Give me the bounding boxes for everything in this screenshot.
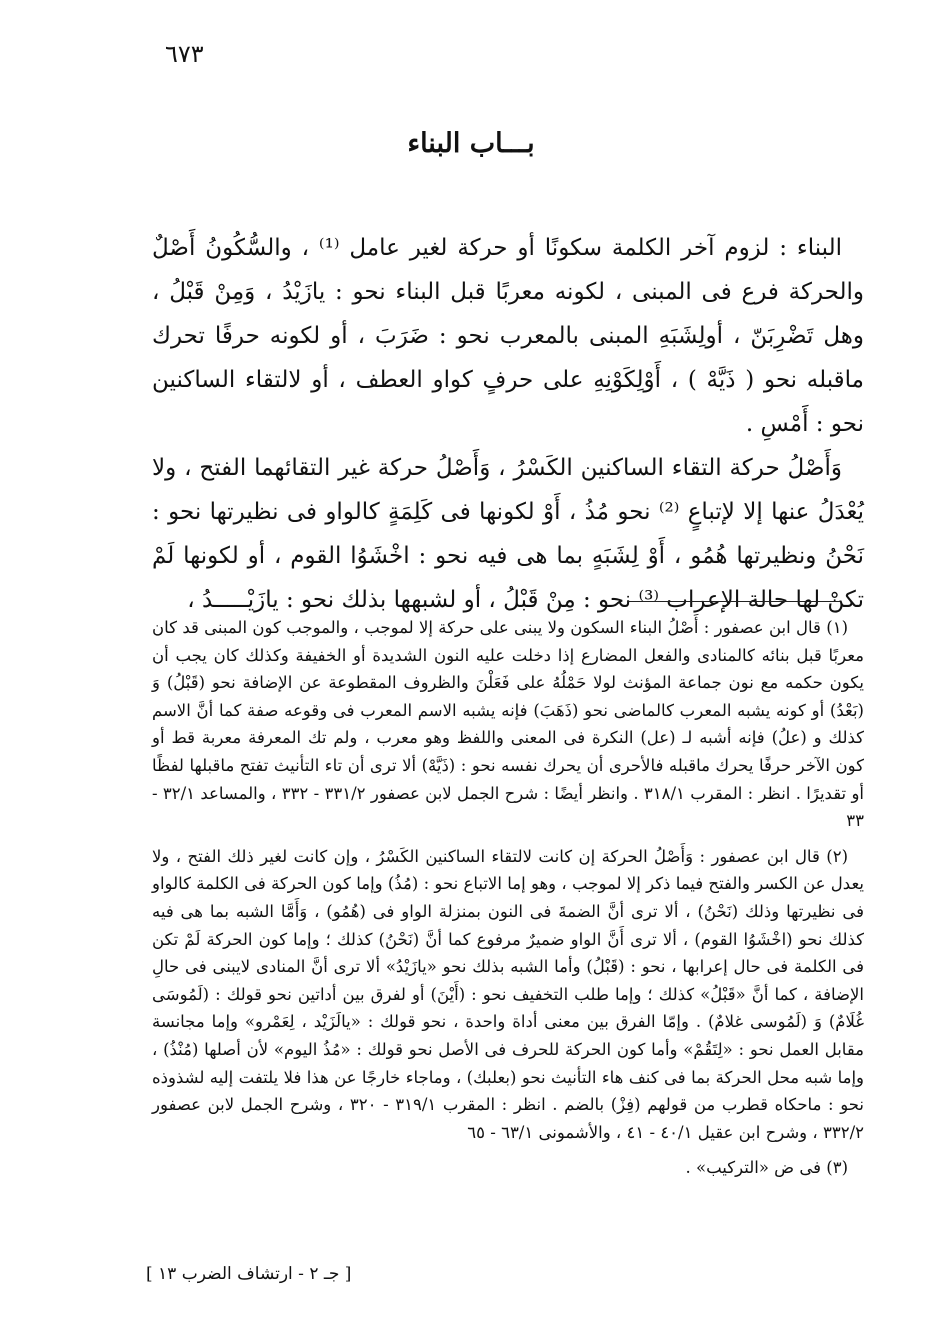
main-paragraph-1: البناء : لزوم آخر الكلمة سكونًا أو حركة لغير عامل ⁽¹⁾ ، والسُّكُونُ أَصْلٌ والحركة فرع فى المبنى ، لكونه معربًا قبل البناء نحو : يازَيْدُ ، وَمِنْ قَبْلُ ، وهل تَضْرِبَنّ ، أولِشَبَهِ المبنى بالمعرب نحو : ضَرَبَ ، أو لكونه حرفًا تحرك ماقبله نحو ( ذَيَّهْ ) ، أَوْلِكَوْنِهِ على حرفٍ كواو العطف ، أو لالتقاء الساكنين نحو : أَمْسِ . xyxy=(152,235,864,437)
page-number: ٦٧٣ xyxy=(165,40,204,68)
footnote-divider xyxy=(628,601,840,602)
footnote-2: (٢) قال ابن عصفور : وَأَصْلُ الحركة إن كانت لالتقاء الساكنين الكَسْرُ ، وإن كانت لغير ذلك الفتح ، ولا يعدل عن الكسر والفتح فيما ذكر إلا لموجب ، وهو إما الاتباع نحو : (مُذُ) وإما كون الحركة فى الكلمة كالواو فى نظيرتها وذلك (نَحْنُ) ، ألا ترى أنَّ الضمةَ فى النون بمنزلة الواو فى (هُمُو) ، وَأَمَّا الشبه بما هى فيه كذلك نحو (اخْشَوُا القوم) ، ألا ترى أَنَّ الواو ضميرٌ مرفوع كما أنَّ (نَحْنُ) كذلك ؛ وإما كون الحركة لَمْ تكن فى الكلمة فى حال إعرابها ، نحو : (قَبْلُ) وأما الشبه بذلك نحو «يازَيْدُ» ألا ترى أنَّ المنادى لايبنى فى حالِ الإضافة ، كما أنَّ «قَبْلُ» كذلك ؛ وإما طلب التخفيف نحو : (أَيْنَ) أو لفرق بين أداتين نحو قولك : (لَمُوسَى غُلَامٌ) وَ (لَمُوسى غلامٌ) . وإمّا الفرق بين معنى أداة واحدة ، نحو قولك : «يالَزَيْد ، لِعَمْرو» وإما مجانسة مقابل العمل نحو : «لِتَقُمْ» وأما كون الحركة للحرف فى الأصل نحو قولك : «مُذُ اليوم» لأن أصلها (مُنْذُ) ، وإما شبه محل الحركة بما فى كنف هاء التأنيث نحو (بعلبك) ، وماجاء خارجًا عن هذا فلا يلتفت إليه لشذوذه نحو : ماحكاه قطرب من قولهم (فِزْ) بالضم . انظر : المقرب ٣١٩/١ - ٣٢٠ ، وشرح الجمل لابن عصفور ٣٣٢/٢ ، وشرح ابن عقيل ٤٠/١ - ٤١ ، والأشمونى ٦٣/١ - ٦٥ xyxy=(152,846,865,1142)
footnote-3: (٣) فى ض «التركيب» . xyxy=(685,1158,848,1178)
chapter-title: بـــاب البناء xyxy=(407,128,535,159)
footnote-1: (١) قال ابن عصفور : أَصْلُ البناء السكون ولا يبنى على حركة إلا لموجب ، والموجب كون المبنى قد كان معربًا قبل بنائه كالمنادى والفعل المضارع إذا دخلت عليه النون الشديدة أو الخفيفة وكذلك كان يجب أن يكون حكمه مع نون جماعة المؤنث لولا حَمْلُهُ على فَعَلْنَ والظروف المقطوعة عن الإضافة نحو (قَبْلُ) وَ (بَعْدُ) أو كونه يشبه المعرب كالماضى نحو (ذَهَبَ) فإنه يشبه الاسم المعرب فى وقوعه صفة كما أنَّ الاسم كذلك و (علُ) فإنه أشبه لـ (عل) النكرة فى المعنى واللفظ وهو معرب ، ولم تك المعرفة معربة قط أو كون الآخر حرفًا يحرك ماقبله فالأحرى أن يحرك نفسه نحو : (ذَيَّهْ) ألا ترى أن تاء التأنيث تفتح ماقبلها لفظًا أو تقديرًا . انظر : المقرب ٣١٨/١ . وانظر أيضًا : شرح الجمل لابن عصفور ٣٣١/٢ - ٣٣٢ ، والمساعد ٣٢/١ - ٣٣ xyxy=(152,618,864,831)
footer-signature: [ جـ ٢ - ارتشاف الضرب ١٣ ] xyxy=(146,1264,352,1284)
main-paragraph-2: وَأَصْلُ حركة التقاء الساكنين الكَسْرُ ، وَأَصْلُ حركة غير التقائهما الفتح ، ولا يُعْدَلُ عنها إلا لإتباعٍ ⁽²⁾ نحو مُذُ ، أَوْ لكونها فى كَلِمَةٍ كالواو فى نظيرتها نحو : نَحْنُ ونظيرتها هُمُو ، أَوْ لِشَبَهٍ بما هى فيه نحو : اخْشَوُا القوم ، أو لكونها لَمْ تكنْ لها حالة الإعراب ⁽³⁾ نحو : مِنْ قَبْلُ ، أو لشبهها بذلك نحو : يازَيْـــــدُ ، xyxy=(152,455,864,613)
main-text xyxy=(152,226,864,622)
footnotes xyxy=(152,614,864,1190)
